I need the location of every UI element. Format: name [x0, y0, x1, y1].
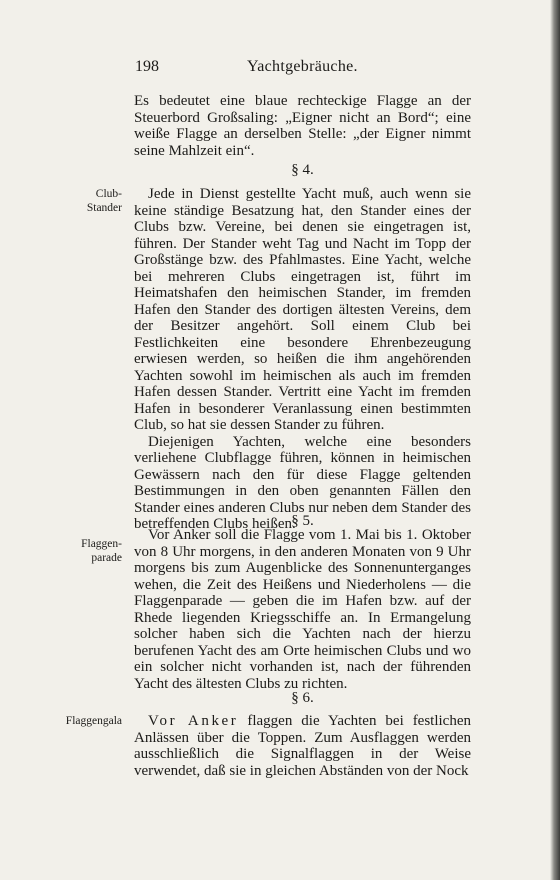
section-4-paragraph-2: Diejenigen Yachten, welche eine besonders verliehene Clubflagge führen, können in heimischen Gewässern nach den für diese Flagge geltenden Bestimmungen in den oben genannten Fällen den Stander eines anderen Clubs nur neben dem Stander des betreffenden Clubs heißen.: [134, 433, 471, 532]
page-header: [135, 58, 475, 80]
intro-paragraph: Es bedeutet eine blaue rechteckige Flagge an der Steuerbord Großsaling: „Eigner nicht an Bord“; eine weiße Flagge an derselben Stelle: „der Eigner nimmt seine Mahlzeit ein“.: [134, 93, 471, 159]
section-4-body: [134, 186, 471, 533]
intro-paragraph-block: [134, 93, 471, 159]
page-edge-shadow: [550, 0, 560, 880]
running-head: Yachtgebräuche.: [247, 58, 358, 75]
margin-note-line: Flaggengala: [65, 715, 122, 727]
margin-note-line: Club-: [95, 188, 122, 200]
margin-note-club-stander: [60, 187, 122, 215]
margin-note-flaggenparade: [60, 537, 122, 565]
section-5-body: [134, 527, 471, 692]
section-6-paragraph-text: flaggen die Yachten bei festlichen Anlässen über die Toppen. Zum Ausflaggen werden ausschließlich die Signalflaggen in der Weise verwendet, daß sie in gleichen Abständen von der Nock: [134, 713, 471, 779]
section-5-paragraph-1: Vor Anker soll die Flagge vom 1. Mai bis 1. Oktober von 8 Uhr morgens, in den anderen Monaten von 9 Uhr morgens bis zum Augenblicke des Sonnenunterganges wehen, die Zeit des Heißens und Niederholens — die Flaggenparade — geben die im Hafen bzw. auf der Rhede liegenden Kriegsschiffe an. In Ermangelung solcher haben sich die Yachten nach der hierzu berufenen Yacht des am Orte heimischen Clubs und wo ein solcher nicht vorhanden ist, nach der führenden Yacht des ältesten Clubs zu richten.: [134, 527, 471, 692]
section-6-heading: § 6.: [291, 690, 314, 706]
section-4-paragraph-1: Jede in Dienst gestellte Yacht muß, auch wenn sie keine ständige Besatzung hat, den Stander eines der Clubs bzw. Vereine, bei denen sie eingetragen ist, führen. Der Stander weht Tag und Nacht im Topp der Großstänge bzw. des Pfahlmastes. Eine Yacht, welche bei mehreren Clubs eingetragen ist, führt im Heimatshafen den heimischen Stander, im fremden Hafen den Stander des dortigen ältesten Vereins, dem der Besitzer angehört. Soll einem Club bei Festlichkeiten eine besondere Ehrenbezeugung erwiesen werden, so heißen die ihm angehörenden Yachten sowohl im heimischen als auch im fremden Hafen dessen Stander. Vertritt eine Yacht im fremden Hafen in besonderer Veranlassung einen bestimmten Club, so hat sie dessen Stander zu führen.: [134, 186, 471, 433]
section-6-body: [134, 713, 471, 779]
margin-note-flaggengala: [52, 714, 122, 728]
section-6-paragraph-1: [134, 713, 471, 779]
margin-note-line: parade: [91, 552, 122, 564]
section-5-heading: § 5.: [291, 513, 314, 529]
margin-note-line: Flaggen-: [81, 538, 122, 550]
spaced-lead-text: Vor Anker: [148, 713, 239, 729]
section-4-heading: § 4.: [291, 162, 314, 178]
margin-note-line: Stander: [86, 202, 122, 214]
page-number: 198: [135, 58, 159, 75]
